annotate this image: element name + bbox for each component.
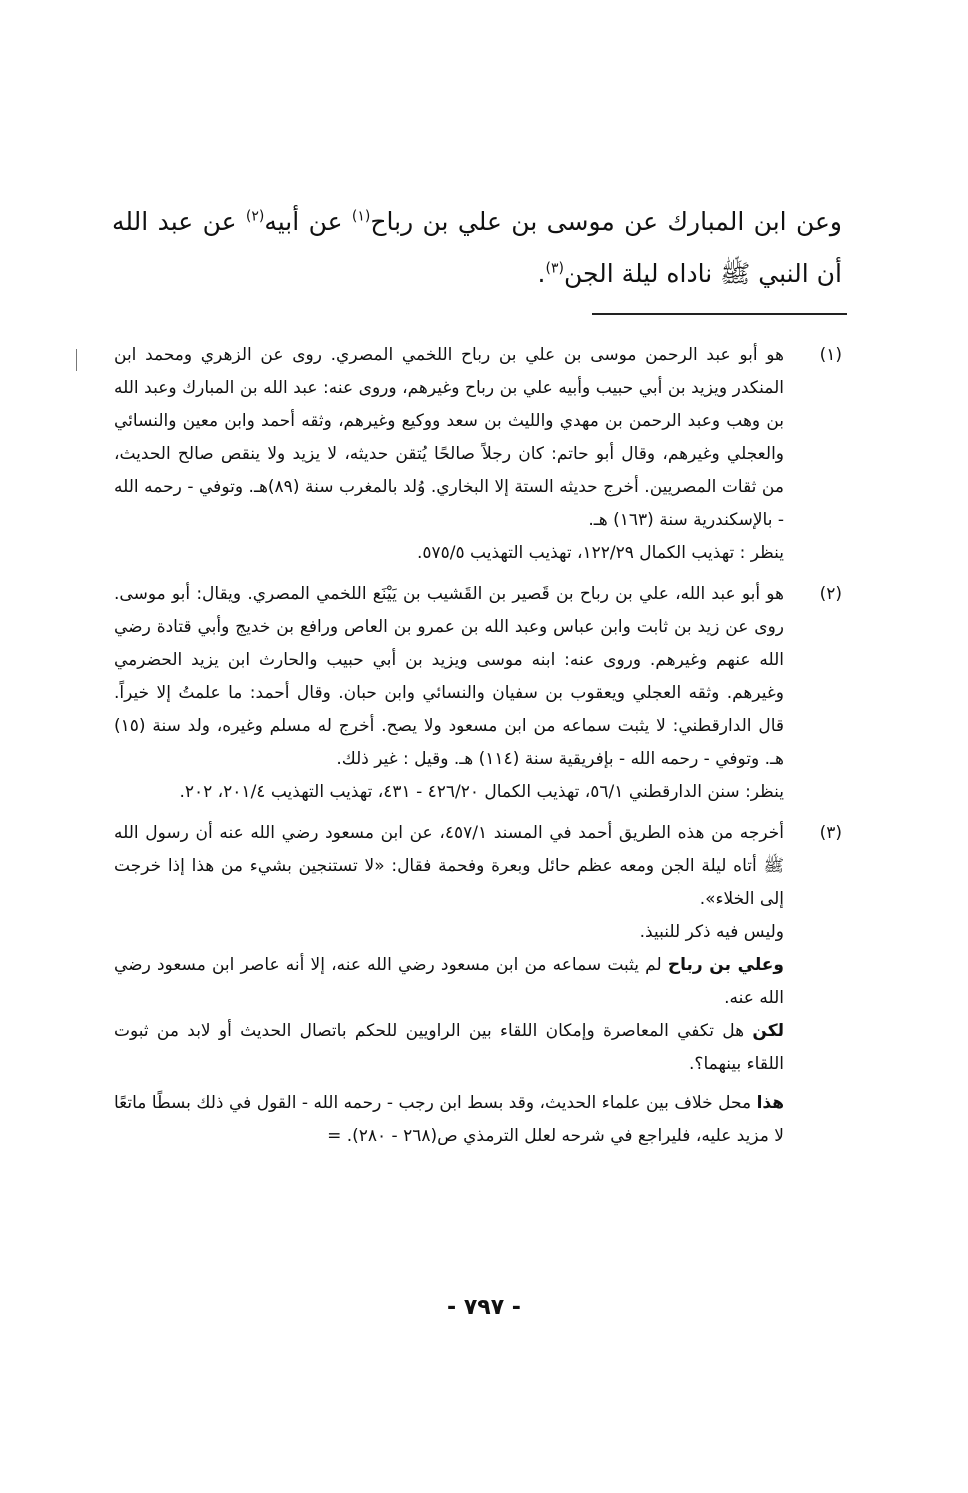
main-text-part-1: وعن ابن المبارك عن موسى بن علي بن رباح [370,207,842,236]
footnote-note: وليس فيه ذكر للنبيذ. [639,922,784,942]
main-text-part-2: عن أبيه [264,207,352,236]
footnote-number: (٢) [819,584,842,604]
paragraph-text: لم يثبت سماعه من ابن مسعود رضي الله عنه، إلا أنه عاصر ابن مسعود رضي الله عنه. [114,955,784,1008]
footnote-3 [114,817,842,1153]
footnote-text: هو أبو عبد الله، علي بن رباح بن قَصير بن القَشيب بن يَيْنَع اللخمي المصري. ويقال: أبو موسى. روى عن زيد بن ثابت وابن عباس وعبد الله بن عمرو بن العاص ورافع بن خديج وأبي قتادة رضي الله عنهم وغيرهم. وروى عنه: ابنه موسى ويزيد بن أبي حبيب والحارث ابن يزيد الحضرمي وغيرهم. وثقه العجلي ويعقوب بن سفيان والنسائي وابن حبان. وقال أحمد: ما علمتُ إلا خيراً. قال الدارقطني: لا يثبت سماعه من ابن مسعود ولا يصح. أخرج له مسلم وغيره، ولد سنة (١٥) هـ. وتوفي - رحمه الله - بإفريقية سنة (١١٤) هـ. وقيل : غير ذلك. [114,584,784,769]
footnote-body [114,578,784,809]
margin-mark [76,349,77,371]
main-text [112,196,842,300]
footnote-divider [592,313,847,315]
footnote-text: أخرجه من هذه الطريق أحمد في المسند ٤٥٧/١، عن ابن مسعود رضي الله عنه أن رسول الله ﷺ أتاه ليلة الجن ومعه عظم حائل وبعرة وفحمة فقال: «لا تستنجين بشيء من هذا إذا خرجت إلى الخلاء». [114,823,784,909]
footnote-source: ينظر: سنن الدارقطني ٥٦/١، تهذيب الكمال ٤٢٦/٢٠ - ٤٣١، تهذيب التهذيب ٢٠١/٤، ٢٠٢. [179,782,784,802]
main-text-part-4: . [537,259,546,288]
footnote-number: (١) [819,345,842,365]
footnote-body [114,339,784,570]
footnote-1 [114,339,842,570]
footnote-ref-2[interactable]: (٢) [245,208,265,225]
footnote-ref-1[interactable]: (١) [351,208,371,225]
footnote-text: هو أبو عبد الرحمن موسى بن علي بن رباح اللخمي المصري. روى عن الزهري ومحمد ابن المنكدر ويزيد بن أبي حبيب وأبيه علي بن رباح وغيرهم، وروى عنه: عبد الله بن المبارك وعبد الله بن وهب وعبد الرحمن بن مهدي والليث بن سعد ووكيع وغيرهم، وثقه أحمد وابن معين والنسائي والعجلي وغيرهم، وقال أبو حاتم: كان رجلاً صالحًا يُتقن حديثه، لا يزيد ولا ينقص صالح الحديث، من ثقات المصريين. أخرج حديثه الستة إلا البخاري. وُلد بالمغرب سنة (٨٩)هـ. وتوفي - رحمه الله - بالإسكندرية سنة (١٦٣) هـ. [114,345,784,530]
bold-lead: هذا [756,1093,784,1113]
footnote-paragraph [114,1015,784,1081]
paragraph-text: هل تكفي المعاصرة وإمكان اللقاء بين الراويين للحكم باتصال الحديث أو لابد من ثبوت اللقاء بينهما؟. [114,1021,784,1074]
footnote-paragraph [114,949,784,1015]
main-text-part-3: عن عبد الله أن النبي ﷺ ناداه ليلة الجن [112,207,842,288]
bold-lead: وعلي بن رباح [667,955,784,975]
footnote-ref-3[interactable]: (٣) [545,260,564,277]
bold-lead: لكن [752,1021,784,1041]
footnotes [114,339,842,1161]
footnote-number: (٣) [819,823,842,843]
page-number: - ٧٩٧ - [447,1295,521,1320]
paragraph-text: محل خلاف بين علماء الحديث، وقد بسط ابن رجب - رحمه الله - القول في ذلك بسطًا ماتعًا لا مزيد عليه، فليراجع في شرحه لعلل الترمذي ص(٢٦٨ - ٢٨٠). = [114,1093,784,1146]
footnote-paragraph [114,1087,784,1153]
footnote-source: ينظر : تهذيب الكمال ١٢٢/٢٩، تهذيب التهذيب ٥٧٥/٥. [416,543,784,563]
footnote-2 [114,578,842,809]
footnote-body [114,817,784,1153]
